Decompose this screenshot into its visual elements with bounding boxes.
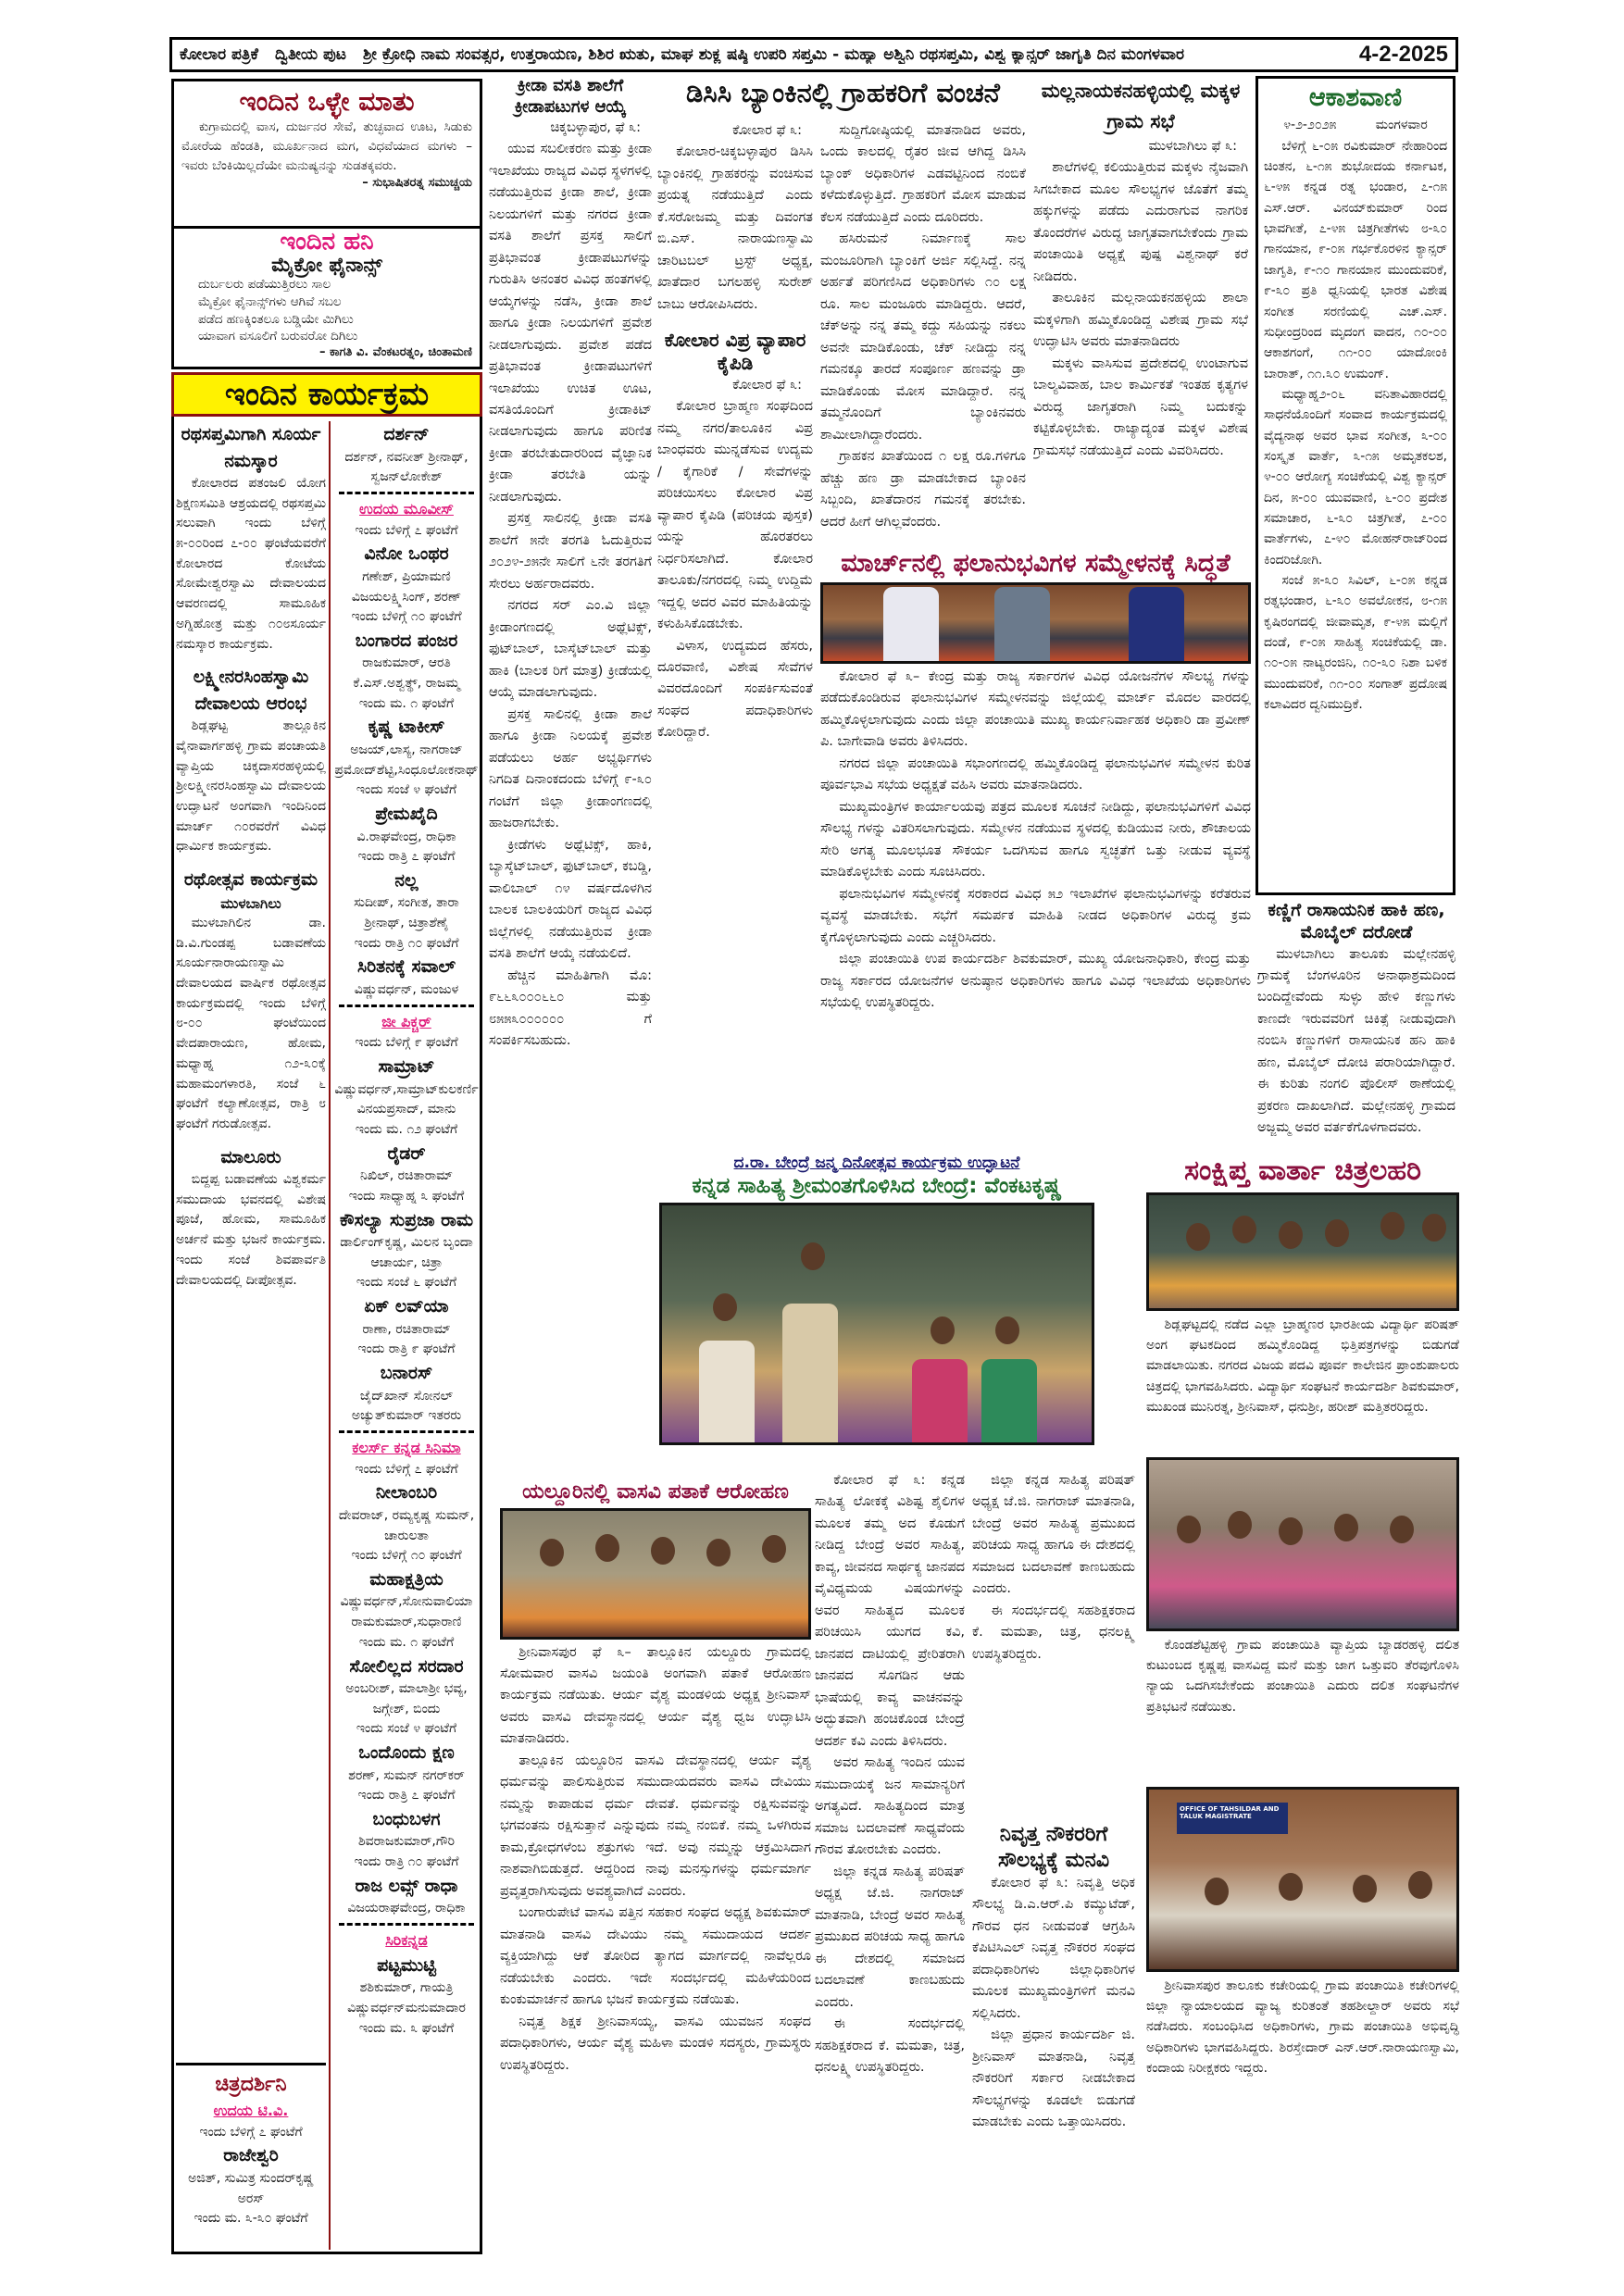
poem-title: ಇಂದಿನ ಹನಿ [280, 228, 374, 256]
event-item [176, 421, 326, 655]
show-time: ಇಂದು ಮ. ೧ ಘಂಟೆಗೆ [358, 695, 455, 711]
photo-vasavi-event [500, 1508, 811, 1640]
paragraph: ಶಾಲೆಗಳಲ್ಲಿ ಕಲಿಯುತ್ತಿರುವ ಮಕ್ಕಳು ನೈಜವಾಗಿ ಸಿಗಬೇಕಾದ ಮೂಲ ಸೌಲಭ್ಯಗಳ ಜೊತೆಗೆ ತಮ್ಮ ಹಕ್ಕುಗಳನ್ನು ಪಡೆದು ಎದುರಾಗುವ ನಾಗರಿಕ ತೊಂದರೆಗಳ ವಿರುದ್ಧ ಜಾಗೃತವಾಗಬೇಕೆಂದು ಗ್ರಾಮ ಪಂಚಾಯಿತಿ ಅಧ್ಯಕ್ಷೆ ಪುಷ್ಪ ವಿಶ್ವನಾಥ್ ಕರೆ ನೀಡಿದರು. [1033, 160, 1248, 284]
paragraph: ಬಂಗಾರುಪೇಟೆ ವಾಸವಿ ಪತ್ತಿನ ಸಹಕಾರ ಸಂಘದ ಅಧ್ಯಕ್ಷ ಶಿವಕುಮಾರ್ ಮಾತನಾಡಿ ವಾಸವಿ ದೇವಿಯು ನಮ್ಮ ಸಮುದಾಯದ ಆದರ್ಶ ವ್ಯಕ್ತಿಯಾಗಿದ್ದು ಆಕೆ ತೋರಿದ ತ್ಯಾಗದ ಮಾರ್ಗದಲ್ಲಿ ನಾವೆಲ್ಲರೂ ನಡೆಯಬೇಕು ಎಂದರು. ಇದೇ ಸಂದರ್ಭದಲ್ಲಿ ಮಹಿಳೆಯರಿಂದ ಕುಂಕುಮಾರ್ಚನೆ ಹಾಗೂ ಭಜನೆ ಕಾರ್ಯಕ್ರಮ ನಡೆಯಿತು. [500, 1905, 811, 2008]
divider [339, 1004, 474, 1007]
column-divider [329, 421, 331, 2250]
movie-cast: ವಿಷ್ಣುವರ್ಧನ್, ಮಂಜುಳ [354, 981, 459, 997]
kicker: ದ.ರಾ. ಬೇಂದ್ರೆ ಜನ್ಮ ದಿನೋತ್ಸವ ಕಾರ್ಯಕ್ರಮ ಉದ್ಘಾಟನೆ [733, 1154, 1020, 1172]
event-text: ಕೋಲಾರದ ಪತಂಜಲಿ ಯೋಗ ಶಿಕ್ಷಣಸಮಿತಿ ಆಶ್ರಯದಲ್ಲಿ ರಥಸಪ್ತಮಿ ಸಲುವಾಗಿ ಇಂದು ಬೆಳಿಗ್ಗೆ ೫-೦೦ರಿಂದ ೭-೦೦ ಘಂಟೆಯವರೆಗೆ ಕೋಲಾರದ ಕೋಟೆಯ ಸೋಮೇಶ್ವರಸ್ವಾಮಿ ದೇವಾಲಯದ ಆವರಣದಲ್ಲಿ ಸಾಮೂಹಿಕ ಅಗ್ನಿಹೋತ್ರ ಮತ್ತು ೧೦೮ಸೂರ್ಯ ನಮಸ್ಕಾರ ಕಾರ್ಯಕ್ರಮ. [176, 476, 326, 652]
movie-cast: ನಿಖಿಲ್, ರಚಿತಾರಾಮ್ [360, 1168, 453, 1184]
movie-title: ನಲ್ಲ [394, 869, 418, 891]
movie-title: ಒಂದೊಂದು ಕ್ಷಣ [358, 1742, 455, 1764]
paragraph: ಈ ಸಂದರ್ಭದಲ್ಲಿ ಸಹಶಿಕ್ಷಕರಾದ ಕೆ. ಮಮತಾ, ಚಿತ್ರ, ಧನಲಕ್ಷ್ಮಿ ಉಪಸ್ಥಿತರಿದ್ದರು. [815, 2016, 965, 2076]
article-vipra-directory [657, 329, 813, 1153]
paragraph: ತಾಲೂಕಿನ ಮಲ್ಲನಾಯಕನಹಳ್ಳಿಯ ಶಾಲಾ ಮಕ್ಕಳಿಗಾಗಿ ಹಮ್ಮಿಕೊಂಡಿದ್ದ ವಿಶೇಷ ಗ್ರಾಮ ಸಭೆ ಉದ್ಘಾಟಿಸಿ ಅವರು ಮಾತನಾಡಿದರು [1033, 291, 1248, 350]
photo-taluk-meeting [1146, 1787, 1459, 1972]
event-text: ಮುಳಬಾಗಿಲಿನ ಡಾ. ಡಿ.ವಿ.ಗುಂಡಪ್ಪ ಬಡಾವಣೆಯ ಸೂರ್ಯನಾರಾಯಣಸ್ವಾಮಿ ದೇವಾಲಯದ ವಾರ್ಷಿಕ ರಥೋತ್ಸವ ಕಾರ್ಯಕ್ರಮದಲ್ಲಿ ಇಂದು ಬೆಳಿಗ್ಗೆ ೮-೦೦ ಘಂಟೆಯಿಂದ ವೇದಪಾರಾಯಣ, ಹೋಮ, ಮಧ್ಯಾಹ್ನ ೧೨-೩೦ಕ್ಕೆ ಮಹಾಮಂಗಳಾರತಿ, ಸಂಜೆ ೬ ಘಂಟೆಗೆ ಕಲ್ಯಾಣೋತ್ಸವ, ರಾತ್ರಿ ೮ ಘಂಟೆಗೆ ಗರುಡೋತ್ಸವ. [176, 916, 326, 1131]
events-column [176, 421, 326, 2060]
paragraph: ಹೆಚ್ಚಿನ ಮಾಹಿತಿಗಾಗಿ ಮೊ: ೯೬೬೩೦೦೦೬೬೦ ಮತ್ತು ೮೫೫೩೦೦೦೦೦೦ ಗೆ ಸಂಪರ್ಕಿಸಬಹುದು. [489, 967, 652, 1049]
dateline: ಕೋಲಾರ ಫೆ ೩: [732, 378, 802, 393]
radio-day: ಮಂಗಳವಾರ [1375, 117, 1428, 132]
headline: ಕೋಲಾರ ವಿಪ್ರ ವ್ಯಾಪಾರ ಕೈಪಿಡಿ [664, 329, 806, 374]
paragraph: ಬೆಳಿಗ್ಗೆ ೬-೦೫ ರವಿಕುಮಾರ್ ನೇಹಾರಿಂದ ಚಿಂತನ, ೬-೧೫ ಶುಭೋದಯ ಕರ್ನಾಟಕ, ೬-೪೫ ಕನ್ನಡ ರತ್ನ ಭಂಡಾರ, ೭-೧೫ ಎಸ್.ಆರ್. ವಿನಯ್‌ಕುಮಾರ್ ರಿಂದ ಭಾವಗೀತೆ, ೭-೪೫ ಚಿತ್ರಗೀತೆಗಳು ೮-೩೦ ಗಾನಯಾನ, ೯-೦೫ ಗರ್ಭಕೊರಳಿನ ಕ್ಯಾನ್ಸರ್ ಜಾಗೃತಿ, ೯-೧೦ ಗಾನಯಾನ ಮುಂದುವರಿಕೆ, ೯-೩೦ ಪ್ರತಿ ಧ್ವನಿಯಲ್ಲಿ ಭಾರತ ವಿಶೇಷ ಸಂಗೀತ ಸರಣಿಯಲ್ಲಿ ಎಚ್.ಎಸ್. ಸುಧೀಂದ್ರರಿಂದ ಮೃದಂಗ ವಾದನ, ೧೦-೦೦ ಆಕಾಶಗಂಗೆ, ೧೧-೦೦ ಯಾದೋಂಕಿ ಬಾರಾತ್, ೧೧.೩೦ ಉಮಂಗ್. [1264, 138, 1447, 381]
show-time: ಇಂದು ರಾತ್ರಿ ೧೦ ಘಂಟೆಗೆ [354, 935, 459, 951]
movie-cast: ಡಾರ್ಲಿಂಗ್‌ಕೃಷ್ಣ, ಮಿಲನ ಬೃಂದಾ ಆಚಾರ್ಯ, ಚಿತ್ರಾ [340, 1235, 473, 1270]
panchanga: ಶ್ರೀ ಕ್ರೋಧಿ ನಾಮ ಸಂವತ್ಸರ, ಉತ್ತರಾಯಣ, ಶಿಶಿರ ಋತು, ಮಾಘ ಶುಕ್ಲ ಷಷ್ಠಿ ಉಪರಿ ಸಪ್ತಮಿ - ಮಹ್ಯಾ ಅಶ್ವಿನಿ ರಥಸಪ್ತಮಿ, ವಿಶ್ವ ಕ್ಯಾನ್ಸರ್ ಜಾಗೃತಿ ದಿನ ಮಂಗಳವಾರ [362, 45, 1184, 64]
event-title: ಲಕ್ಷ್ಮೀನರಸಿಂಹಸ್ವಾಮಿ ದೇವಾಲಯ ಆರಂಭ [193, 667, 309, 714]
news-in-pictures [1146, 1154, 1459, 2253]
paragraph: ಮುಖ್ಯಮಂತ್ರಿಗಳ ಕಾರ್ಯಾಲಯವು ಪತ್ರದ ಮೂಲಕ ಸೂಚನೆ ನೀಡಿದ್ದು, ಫಲಾನುಭವಿಗಳಿಗೆ ವಿವಿಧ ಸೌಲಭ್ಯ ಗಳನ್ನು ವಿತರಿಸಲಾಗುವುದು. ಸಮ್ಮೇಳನ ನಡೆಯುವ ಸ್ಥಳದಲ್ಲಿ ಕುಡಿಯುವ ನೀರು, ಶೌಚಾಲಯ ಸೇರಿ ಅಗತ್ಯ ಮೂಲಭೂತ ಸೌಕರ್ಯ ಒದಗಿಸುವ ಹಾಗೂ ಸ್ವಚ್ಛತೆಗೆ ಒತ್ತು ನೀಡುವ ವ್ಯವಸ್ಥೆ ಮಾಡಿಕೊಳ್ಳಬೇಕು ಎಂದು ಸೂಚಿಸಿದರು. [820, 799, 1251, 880]
show-time: ಇಂದು ರಾತ್ರಿ ೧೦ ಘಂಟೆಗೆ [354, 1854, 459, 1870]
event-item [176, 1144, 326, 1292]
paragraph: ಯುವ ಸಬಲೀಕರಣ ಮತ್ತು ಕ್ರೀಡಾ ಇಲಾಖೆಯು ರಾಜ್ಯದ ವಿವಿಧ ಸ್ಥಳಗಳಲ್ಲಿ ನಡೆಯುತ್ತಿರುವ ಕ್ರೀಡಾ ಶಾಲೆ, ಕ್ರೀಡಾ ನಿಲಯಗಳಿಗೆ ಮತ್ತು ನಗರದ ಕ್ರೀಡಾ ವಸತಿ ಶಾಲೆಗೆ ಪ್ರಸಕ್ತ ಸಾಲಿಗೆ ಪ್ರತಿಭಾವಂತ ಕ್ರೀಡಾಪಟುಗಳನ್ನು ಗುರುತಿಸಿ ಅನಂತರ ವಿವಿಧ ಹಂತಗಳಲ್ಲಿ ಆಯ್ಕೆಗಳನ್ನು ನಡೆಸಿ, ಕ್ರೀಡಾ ಶಾಲೆ ಹಾಗೂ ಕ್ರೀಡಾ ನಿಲಯಗಳಿಗೆ ಪ್ರವೇಶ ನೀಡಲಾಗುವುದು. ಪ್ರವೇಶ ಪಡೆದ ಪ್ರತಿಭಾವಂತ ಕ್ರೀಡಾಪಟುಗಳಿಗೆ ಇಲಾಖೆಯು ಉಚಿತ ಊಟ, ವಸತಿಯೊಂದಿಗೆ ಕ್ರೀಡಾಕಿಟ್ ನೀಡಲಾಗುವುದು ಹಾಗೂ ಪರಿಣಿತ ಕ್ರೀಡಾ ತರಬೇತುದಾರರಿಂದ ವೈಜ್ಞಾನಿಕ ಕ್ರೀಡಾ ತರಬೇತಿ ಯನ್ನು ನೀಡಲಾಗುವುದು. [489, 142, 652, 505]
show-time: ಇಂದು ಬೆಳಿಗ್ಗೆ ೭ ಘಂಟೆಗೆ [355, 522, 458, 538]
event-title: ರಥೋತ್ಸವ ಕಾರ್ಯಕ್ರಮ [183, 869, 319, 890]
article-beneficiaries-convention [820, 548, 1251, 1150]
good-word-text: ಕುಗ್ರಾಮದಲ್ಲಿ ವಾಸ, ದುರ್ಜನರ ಸೇವೆ, ತುಚ್ಛವಾದ ಊಟ, ಸಿಡುಕು ಮೋರೆಯ ಹೆಂಡತಿ, ಮೂರ್ಖನಾದ ಮಗ, ವಿಧವೆಯಾದ ಮಗಳು – ಇವರು ಬೆಂಕಿಯಿಲ್ಲದೆಯೇ ಮನುಷ್ಯನನ್ನು ಸುಡತಕ್ಕವರು. [181, 119, 472, 173]
movie-cast: ಜೈದ್‌ಖಾನ್ ಸೋನಲ್ ಅಚ್ಯುತ್‌ಕುಮಾರ್ ಇತರರು [351, 1388, 462, 1424]
paragraph: ತಾಲ್ಲೂಕಿನ ಯಲ್ದೂರಿನ ವಾಸವಿ ದೇವಸ್ಥಾನದಲ್ಲಿ ಆರ್ಯ ವೈಶ್ಯ ಧರ್ಮವನ್ನು ಪಾಲಿಸುತ್ತಿರುವ ಸಮುದಾಯದವರು ವಾಸವಿ ದೇವಿಯು ನಮ್ಮನ್ನು ಕಾಪಾಡುವ ಧರ್ಮ ದೇವತೆ. ಧರ್ಮವನ್ನು ರಕ್ಷಿಸುವವನ್ನು ಭಗವಂತನು ರಕ್ಷಿಸುತ್ತಾನೆ ಎನ್ನುವುದು ನಮ್ಮ ನಂಬಿಕೆ. ನಮ್ಮ ಒಳಗಿರುವ ಕಾಮ,ಕ್ರೋಧಗಳೆಂಬ ಶತ್ರುಗಳು ಇದೆ. ಅವು ನಮ್ಮನ್ನು ಆಕ್ರಮಿಸಿದಾಗ ನಾಶವಾಗಿಬಿಡುತ್ತದೆ. ಆದ್ದರಿಂದ ನಾವು ಮನಸ್ಸುಗಳನ್ನು ಧರ್ಮಮಾರ್ಗ ಪ್ರವೃತ್ತರಾಗಿಸುವುದು ಅವಶ್ಯವಾಗಿದೆ ಎಂದರು. [500, 1753, 811, 1899]
article-bendre-header [659, 1154, 1094, 1466]
dateline: ಚಿಕ್ಕಬಳ್ಳಾಪುರ, ಫೆ ೩: [550, 120, 641, 135]
poem-line: ಮೈಕ್ರೋ ಫೈನಾನ್ಸ್‌ಗಳು ಆಗಿವೆ ಸಬಲ [198, 294, 342, 310]
article-body [1033, 157, 1248, 462]
article-sports-hostel [489, 76, 652, 1469]
poem-author: – ಕಾಗತಿ ವಿ. ವೆಂಕಟರತ್ನಂ, ಚಿಂತಾಮಣಿ [319, 344, 472, 359]
paragraph: ಕೋಲಾರ ಫೆ ೩– ಕೇಂದ್ರ ಮತ್ತು ರಾಜ್ಯ ಸರ್ಕಾರಗಳ ವಿವಿಧ ಯೋಜನೆಗಳ ಸೌಲಭ್ಯ ಗಳನ್ನು ಪಡೆದುಕೊಂಡಿರುವ ಫಲಾನುಭವಿಗಳ ಸಮ್ಮೇಳನವನ್ನು ಜಿಲ್ಲೆಯಲ್ಲಿ ಮಾರ್ಚ್ ಮೊದಲ ವಾರದಲ್ಲಿ ಹಮ್ಮಿಕೊಳ್ಳಲಾಗುವುದು ಎಂದು ಜಿಲ್ಲಾ ಪಂಚಾಯಿತಿ ಮುಖ್ಯ ಕಾರ್ಯನಿರ್ವಾಹಕ ಅಧಿಕಾರಿ ಡಾ ಪ್ರವೀಣ್ ಪಿ. ಬಾಗೇವಾಡಿ ಅವರು ತಿಳಿಸಿದರು. [820, 668, 1251, 750]
chitradarshini-box [176, 2063, 326, 2248]
show-time: ಇಂದು ಮ. ೩ ಘಂಟೆಗೆ [358, 2020, 455, 2036]
movie-title: ಪಟ್ಟಮುಟ್ಟಿ [377, 1954, 436, 1976]
good-word-box [171, 79, 482, 229]
office-signboard: OFFICE OF TAHSILDAR AND TALUK MAGISTRATE [1177, 1803, 1288, 1834]
channel-name: ಕಲರ್ಸ್ ಕನ್ನಡ ಸಿನಿಮಾ [352, 1438, 461, 1456]
article-retired-employees [972, 1822, 1135, 2252]
show-time: ಇಂದು ಸಂಜೆ ೬ ಘಂಟೆಗೆ [356, 1275, 457, 1291]
movie-title: ರಾಜೇಶ್ವರಿ [223, 2145, 279, 2166]
show-time: ಇಂದು ಬೆಳಿಗ್ಗೆ ೭ ಘಂಟೆಗೆ [355, 1461, 458, 1477]
movie-title: ಬಂಗಾರದ ಪಂಜರ [355, 630, 458, 651]
channel-name: ಸಿರಿಕನ್ನಡ [385, 1931, 428, 1950]
divider [339, 1430, 474, 1433]
article-dcc-bank-continued [820, 120, 1026, 546]
show-time: ಇಂದು ಸಂಜೆ ೪ ಘಂಟೆಗೆ [356, 1721, 457, 1737]
movie-title: ಸಿರಿತನಕ್ಕೆ ಸವಾಲ್ [357, 956, 456, 978]
show-time: ಇಂದು ರಾತ್ರಿ ೭ ಘಂಟೆಗೆ [357, 849, 456, 865]
movie-title: ದರ್ಶನ್ [383, 424, 430, 444]
article-body [1257, 944, 1455, 1140]
masthead-strip [169, 37, 1458, 72]
event-place: ಮುಳಬಾಗಿಲು [220, 894, 281, 912]
tv-movies-column [333, 421, 480, 2250]
article-children-grama-sabha [1033, 76, 1248, 546]
paragraph: ಜಿಲ್ಲಾ ಕನ್ನಡ ಸಾಹಿತ್ಯ ಪರಿಷತ್ ಅಧ್ಯಕ್ಷ ಜೆ.ಜಿ. ನಾಗರಾಜ್ ಮಾತನಾಡಿ, ಬೇಂದ್ರೆ ಅವರ ಸಾಹಿತ್ಯ ಪ್ರಮುಖದ ಪರಿಚಯ ಸಾಧ್ಯ ಹಾಗೂ ಈ ದೇಶದಲ್ಲಿ ಸಮಾಜದ ಬದಲಾವಣೆ ಕಾಣಬಹುದು ಎಂದರು. [972, 1473, 1135, 1597]
article-body [657, 396, 813, 744]
movie-title: ಸಾಮ್ರಾಟ್ [378, 1056, 435, 1078]
article-body [657, 142, 813, 316]
headline: ಯಲ್ದೂರಿನಲ್ಲಿ ವಾಸವಿ ಪತಾಕೆ ಆರೋಹಣ [522, 1480, 789, 1504]
radio-schedule-box [1255, 76, 1455, 895]
article-body [489, 139, 652, 1052]
paragraph: ನಗರದ ಸರ್ ಎಂ.ವಿ ಜಿಲ್ಲಾ ಕ್ರೀಡಾಂಗಣದಲ್ಲಿ ಅಥ್ಲೆಟಿಕ್ಸ್, ಫುಟ್‌ಬಾಲ್, ಬಾಸ್ಕೆಟ್‌ಬಾಲ್ ಮತ್ತು ಹಾಕಿ (ಬಾಲಕ ರಿಗೆ ಮಾತ್ರ) ಕ್ರೀಡೆಯಲ್ಲಿ ಆಯ್ಕೆ ಮಾಡಲಾಗುವುದು. [489, 598, 652, 701]
paragraph: ಹಸಿರುಮನೆ ನಿರ್ಮಾಣಕ್ಕೆ ಸಾಲ ಮಂಜೂರಿಗಾಗಿ ಬ್ಯಾಂಕಿಗೆ ಅರ್ಜಿ ಸಲ್ಲಿಸಿದ್ದೆ. ನನ್ನ ಅರ್ಹತೆ ಪರಿಗಣಿಸಿದ ಅಧಿಕಾರಿಗಳು ೧೦ ಲಕ್ಷ ರೂ. ಸಾಲ ಮಂಜೂರು ಮಾಡಿದ್ದರು. ಆದರೆ, ಚೆಕ್‌ಅನ್ನು ನನ್ನ ತಮ್ಮ ಕದ್ದು ಸಹಿಯನ್ನು ನಕಲು ಅವನೇ ಮಾಡಿಕೊಂಡು, ಚೆಕ್ ನೀಡಿದ್ದು ನನ್ನ ಗಮನಕ್ಕೂ ತಾರದೆ ಸಂಪೂರ್ಣ ಹಣವನ್ನು ಡ್ರಾ ಮಾಡಿಕೊಂಡು ಮೋಸ ಮಾಡಿದ್ದಾರೆ. ನನ್ನ ತಮ್ಮನೊಂದಿಗೆ ಬ್ಯಾಂಕಿನವರು ಶಾಮೀಲಾಗಿದ್ದಾರೆಂದರು. [820, 231, 1026, 443]
movie-title: ಬನಾರಸ್ [380, 1363, 433, 1384]
show-time: ಇಂದು ಮ. ೧೨ ಘಂಟೆಗೆ [355, 1122, 458, 1138]
headline: ಮಾರ್ಚ್‌ನಲ್ಲಿ ಫಲಾನುಭವಿಗಳ ಸಮ್ಮೇಳನಕ್ಕೆ ಸಿದ್ಧತೆ [841, 549, 1230, 578]
event-text: ಶಿಡ್ಲಘಟ್ಟ ತಾಲ್ಲೂಕಿನ ವೈನಾವಾರ್ಗಹಳ್ಳಿ ಗ್ರಾಮ ಪಂಚಾಯತಿ ವ್ಯಾಪ್ತಿಯ ಚಿಕ್ಕದಾಸರಹಳ್ಳಿಯಲ್ಲಿ ಶ್ರೀಲಕ್ಷ್ಮೀನರಸಿಂಹಸ್ವಾಮಿ ದೇವಾಲಯ ಉದ್ಘಾಟನೆ ಅಂಗವಾಗಿ ಇಂದಿನಿಂದ ಮಾರ್ಚ್ ೧೦ರವರೆಗೆ ವಿವಿಧ ಧಾರ್ಮಿಕ ಕಾರ್ಯಕ್ರಮ. [176, 718, 326, 855]
show-time: ಇಂದು ರಾತ್ರಿ ೭ ಘಂಟೆಗೆ [357, 1788, 456, 1803]
headline: ಕನ್ನಡ ಸಾಹಿತ್ಯ ಶ್ರೀಮಂತಗೊಳಿಸಿದ ಬೇಂದ್ರೆ: ವೆಂಕಟಕೃಷ್ಣ [692, 1174, 1062, 1199]
movie-title: ಕೌಸಲ್ಯಾ ಸುಪ್ರಜಾ ರಾಮ [339, 1209, 474, 1230]
show-time: ಇಂದು ಬೆಳಿಗ್ಗೆ ೯ ಘಂಟೆಗೆ [355, 1035, 458, 1051]
poem-line: ಪಡೆದ ಹಣಕ್ಕಿಂತಲೂ ಬಡ್ಡಿಯೇ ಮಿಗಿಲು [198, 311, 354, 327]
paragraph: ಮಧ್ಯಾಹ್ನ೨-೦೬ ವನಿತಾವಿಹಾರದಲ್ಲಿ ಸಾಧನೆಯೊಂದಿಗೆ ಸಂವಾದ ಕಾರ್ಯಕ್ರಮದಲ್ಲಿ ವೈದ್ಯನಾಥ ಅವರ ಭಾವ ಸಂಗೀತ, ೩-೦೦ ಸಂಸ್ಕೃತ ವಾರ್ತೆ, ೩-೧೫ ಅಮೃತಕಲಶ, ೪-೦೦ ಆರೋಗ್ಯ ಸಂಚಿಕೆಯಲ್ಲಿ ವಿಶ್ವ ಕ್ಯಾನ್ಸರ್ ದಿನ, ೫-೦೦ ಯುವವಾಣಿ, ೬-೦೦ ಪ್ರದೇಶ ಸಮಾಚಾರ, ೬-೩೦ ಚಿತ್ರಗೀತೆ, ೭-೦೦ ವಾರ್ತೆಗಳು, ೭-೪೦ ಮೋಹನ್‌ರಾಜ್‌ರಿಂದ ಕಿಂದರಿಜೋಗಿ. [1264, 386, 1447, 568]
movie-title: ವಿನೋ ಒಂಥರ [364, 543, 449, 565]
photo-caption: ಶ್ರೀನಿವಾಸಪುರ ತಾಲೂಕು ಕಚೇರಿಯಲ್ಲಿ ಗ್ರಾಮ ಪಂಚಾಯಿತಿ ಕಚೇರಿಗಳಲ್ಲಿ ಜಿಲ್ಲಾ ನ್ಯಾಯಾಲಯದ ವ್ಯಾಜ್ಯ ಕುರಿತಂತೆ ತಹಶೀಲ್ದಾರ್ ಅವರು ಸಭೆ ನಡೆಸಿದರು. ಸಂಬಂಧಿಸಿದ ಅಧಿಕಾರಿಗಳು, ಗ್ರಾಮ ಪಂಚಾಯಿತಿ ಅಭಿವೃದ್ಧಿ ಅಧಿಕಾರಿಗಳು ಭಾಗವಹಿಸಿದ್ದರು. ಶಿರಸ್ತೇದಾರ್ ಎನ್.ಆರ್.ನಾರಾಯಣಸ್ವಾಮಿ, ಕಂದಾಯ ನಿರೀಕ್ಷಕರು ಇದ್ದರು. [1146, 1978, 1459, 2077]
movie-title: ಕೃಷ್ಣ ಟಾಕೀಸ್ [368, 717, 445, 738]
headline: ಕ್ರೀಡಾ ವಸತಿ ಶಾಲೆಗೆ ಕ್ರೀಡಾಪಟುಗಳ ಆಯ್ಕೆ [514, 76, 627, 117]
movie-cast: ರಾಣಾ, ರಚಿತಾರಾಮ್ [362, 1321, 451, 1337]
channel-name: ಉದಯ ಮೂವೀಸ್ [359, 499, 454, 518]
movie-cast: ದರ್ಶನ್, ನವನೀತ್ ಶ್ರೀನಾಥ್, ಸ್ವಜನ್‌ಲೋಕೇಶ್ [344, 449, 468, 485]
movie-title: ಬಂಧುಬಳಗ [372, 1808, 441, 1829]
paragraph: ಜಿಲ್ಲಾ ಪಂಚಾಯಿತಿ ಉಪ ಕಾರ್ಯದರ್ಶಿ ಶಿವಕುಮಾರ್, ಮುಖ್ಯ ಯೋಜನಾಧಿಕಾರಿ, ಕೇಂದ್ರ ಮತ್ತು ರಾಜ್ಯ ಸರ್ಕಾರದ ಯೋಜನೆಗಳ ಅನುಷ್ಠಾನ ಅಧಿಕಾರಿಗಳು ಹಾಗೂ ವಿವಿಧ ಇಲಾಖೆಯ ಅಧಿಕಾರಿಗಳು ಸಭೆಯಲ್ಲಿ ಉಪಸ್ಥಿತರಿದ್ದರು. [820, 952, 1251, 1011]
chitradarshini-title: ಚಿತ್ರದರ್ಶಿನಿ [215, 2073, 287, 2096]
event-item [176, 867, 326, 1135]
show-time: ಇಂದು ಬೆಳಿಗ್ಗೆ ೭ ಘಂಟೆಗೆ [199, 2124, 303, 2140]
paragraph: ಕೋಲಾರ ಫೆ ೩: ಕನ್ನಡ ಸಾಹಿತ್ಯ ಲೋಕಕ್ಕೆ ವಿಶಿಷ್ಟ ಶೈಲಿಗಳ ಮೂಲಕ ತಮ್ಮ ಅದ ಕೊಡುಗೆ ನೀಡಿದ್ದ ಬೇಂದ್ರೆ ಅವರ ಸಾಹಿತ್ಯ, ಕಾವ್ಯ, ಜೀವನದ ಸಾರ್ಥಕ್ಯ ಜಾನಪದ ವೈವಿಧ್ಯಮಯ ವಿಷಯಗಳನ್ನು ಅವರ ಸಾಹಿತ್ಯದ ಮೂಲಕ ಪರಿಚಯಿಸಿ ಯುಗದ ಕವಿ, ಜಾನಪದ ದಾಟಿಯಲ್ಲಿ ಪ್ರೇರಿತರಾಗಿ ಜಾನಪದ ಸೊಗಡಿನ ಆಡು ಭಾಷೆಯಲ್ಲಿ ಕಾವ್ಯ ವಾಚನವನ್ನು ಅದ್ಭುತವಾಗಿ ಹಂಚಿಕೊಂಡ ಬೇಂದ್ರೆ ಆದರ್ಶ ಕವಿ ಎಂದು ತಿಳಿಸಿದರು. [815, 1473, 965, 1749]
movie-cast: ಶರಣ್, ಸುಮನ್ ನಗರ್‌ಕರ್ [348, 1767, 465, 1783]
channel-name: ಜೀ ಪಿಕ್ಚರ್ [381, 1012, 431, 1030]
movie-cast: ರಾಜಕುಮಾರ್, ಆರತಿ ಕೆ.ಎಸ್.ಅಶ್ವತ್ಥ್, ರಾಜಮ್ಮ [353, 655, 460, 692]
show-time: ಇಂದು ಸಂಜೆ ೪ ಘಂಟೆಗೆ [356, 782, 457, 798]
photo-bendre-event [659, 1203, 1094, 1445]
movie-cast: ಸುದೀಪ್, ಸಂಗೀತ, ತಾರಾ ಶ್ರೀನಾಥ್, ಚಿತ್ರಾಶೆಣೈ [354, 895, 459, 931]
show-time: ಇಂದು ಮ. ೩-೩೦ ಘಂಟೆಗೆ [194, 2211, 308, 2227]
movie-cast: ಅಂಬರೀಶ್, ಮಾಲಾಶ್ರೀ ಭವ್ಯ, ಜಗ್ಗೇಶ್, ಬಿಂದು [345, 1681, 468, 1716]
paragraph: ಫಲಾನುಭವಿಗಳ ಸಮ್ಮೇಳನಕ್ಕೆ ಸರಕಾರದ ವಿವಿಧ ೫೨ ಇಲಾಖೆಗಳ ಫಲಾನುಭವಿಗಳನ್ನು ಕರೆತರುವ ವ್ಯವಸ್ಥೆ ಮಾಡಬೇಕು. ಸಭೆಗೆ ಸಮರ್ಪಕ ಮಾಹಿತಿ ನೀಡದ ಅಧಿಕಾರಿಗಳ ವಿರುದ್ಧ ಕ್ರಮ ಕೈಗೊಳ್ಳಲಾಗುವುದು ಎಂದು ಎಚ್ಚರಿಸಿದರು. [820, 886, 1251, 945]
article-body [500, 1642, 811, 2078]
paragraph: ಕೋಲಾರ-ಚಿಕ್ಕಬಳ್ಳಾಪುರ ಡಿಸಿಸಿ ಬ್ಯಾಂಕಿನಲ್ಲಿ ಗ್ರಾಹಕರನ್ನು ವಂಚಿಸುವ ಪ್ರಯತ್ನ ನಡೆಯುತ್ತಿದೆ ಎಂದು ಕೆ.ಸರೋಜಮ್ಮ ಮತ್ತು ದಿವಂಗತ ಬಿ.ಎಸ್. ನಾರಾಯಣಸ್ವಾಮಿ ಚಾರಿಟಬಲ್ ಟ್ರಸ್ಟ್ ಅಧ್ಯಕ್ಷ, ಖಾತೆದಾರ ಬಗಲಹಳ್ಳಿ ಸುರೇಶ್ ಬಾಬು ಆರೋಪಿಸಿದರು. [657, 144, 813, 312]
event-text: ಬಿದ್ದಪ್ಪ ಬಡಾವಣೆಯ ವಿಶ್ವಕರ್ಮ ಸಮುದಾಯ ಭವನದಲ್ಲಿ ವಿಶೇಷ ಪೂಜೆ, ಹೋಮ, ಸಾಮೂಹಿಕ ಅರ್ಚನೆ ಮತ್ತು ಭಜನೆ ಕಾರ್ಯಕ್ರಮ. ಇಂದು ಸಂಜೆ ಶಿವಪಾರ್ವತಿ ದೇವಾಲಯದಲ್ಲಿ ದೀಪೋತ್ಸವ. [176, 1172, 326, 1288]
channel-name: ಉದಯ ಟಿ.ವಿ. [213, 2102, 289, 2119]
photo-caption: ಕೊಂಡಶೆಟ್ಟಿಹಳ್ಳಿ ಗ್ರಾಮ ಪಂಚಾಯಿತಿ ವ್ಯಾಪ್ತಿಯ ಬ್ಯಾಡರಹಳ್ಳಿ ದಲಿತ ಕುಟುಂಬದ ಕೃಷ್ಣಪ್ಪ ವಾಸವಿದ್ದ ಮನೆ ಮತ್ತು ಜಾಗ ಒತ್ತುವರಿ ತೆರವುಗೊಳಿಸಿ ನ್ಯಾಯ ಒದಗಿಸಬೇಕೆಂದು ಪಂಚಾಯಿತಿ ಎದುರು ದಲಿತ ಸಂಘಟನೆಗಳ ಪ್ರತಿಭಟನೆ ನಡೆಯಿತು. [1146, 1637, 1459, 1715]
poem-subtitle: ಮೈಕ್ರೋ ಫೈನಾನ್ಸ್ [271, 254, 382, 277]
movie-title: ಮಹಾಕ್ಷತ್ರಿಯ [369, 1568, 443, 1590]
movie-title: ಏಕ್ ಲವ್‌ಯಾ [364, 1296, 449, 1317]
event-title: ಮಾಲೂರು [220, 1146, 281, 1167]
event-item [176, 664, 326, 857]
show-time: ಇಂದು ರಾತ್ರಿ ೯ ಘಂಟೆಗೆ [357, 1341, 456, 1357]
headline-dcc-bank: ಡಿಸಿಸಿ ಬ್ಯಾಂಕಿನಲ್ಲಿ ಗ್ರಾಹಕರಿಗೆ ವಂಚನೆ [686, 77, 1000, 108]
show-time: ಇಂದು ಸಾಧ್ಯಾಹ್ನ ೩ ಘಂಟೆಗೆ [348, 1188, 465, 1204]
page-number: ದ್ವಿತೀಯ ಪುಟ [274, 45, 346, 64]
movie-cast: ವಿ.ರಾಘವೇಂದ್ರ, ರಾಧಿಕಾ [356, 829, 456, 844]
paragraph: ಸಂಜೆ ೫-೩೦ ಸಿವಿಲ್, ೬-೦೫ ಕನ್ನಡ ರತ್ನಭಂಡಾರ, ೬-೩೦ ಅವಲೋಕನ, ೮-೧೫ ಕೃಷಿರಂಗದಲ್ಲಿ ಜೀವಾಮೃತ, ೯-೪೫ ಮಲ್ಲಿಗೆ ದಂಡೆ, ೯-೦೫ ಸಾಹಿತ್ಯ ಸಂಚಿಕೆಯಲ್ಲಿ ಡಾ. ೧೦-೦೫ ನಾಟ್ಯರಂಜಿನಿ, ೧೦-೩೦ ನಿಶಾ ಬಳಿಕ ಮುಂದುವರಿಕೆ, ೧೧-೦೦ ಸಂಗಾತ್ ಪ್ರದೋಷ ಕಲಾವಿದರ ದ್ವನಿಮುದ್ರಿಕೆ. [1264, 572, 1447, 713]
photo-meeting [820, 582, 1251, 664]
paragraph: ಕೋಲಾರ ಬ್ರಾಹ್ಮಣ ಸಂಘದಿಂದ ನಮ್ಮ ನಗರ/ತಾಲೂಕಿನ ವಿಪ್ರ ಬಾಂಧವರು ಮುನ್ನಡೆಸುವ ಉದ್ಯಮ / ಕೈಗಾರಿಕೆ / ಸೇವೆಗಳನ್ನು ಪರಿಚಯಿಸಲು ಕೋಲಾರ ವಿಪ್ರ ವ್ಯಾಪಾರ ಕೈಪಿಡಿ (ಪರಿಚಯ ಪುಸ್ತಕ) ಯನ್ನು ಹೊರತರಲು ನಿರ್ಧರಿಸಲಾಗಿದೆ. ಕೋಲಾರ ತಾಲೂಕು/ನಗರದಲ್ಲಿ ನಿಮ್ಮ ಉದ್ದಿಮೆ ಇದ್ದಲ್ಲಿ ಅದರ ವಿವರ ಮಾಹಿತಿಯನ್ನು ಕಳುಹಿಸಿಕೊಡಬೇಕು. [657, 399, 813, 632]
headline: ಮಲ್ಲನಾಯಕನಹಳ್ಳಿಯಲ್ಲಿ ಮಕ್ಕಳ ಗ್ರಾಮ ಸಭೆ [1041, 80, 1241, 132]
paragraph: ಪ್ರಸಕ್ತ ಸಾಲಿನಲ್ಲಿ ಕ್ರೀಡಾ ಶಾಲೆ ಹಾಗೂ ಕ್ರೀಡಾ ನಿಲಯಕ್ಕೆ ಪ್ರವೇಶ ಪಡೆಯಲು ಅರ್ಹ ಅಭ್ಯರ್ಥಿಗಳು ನಿಗದಿತ ದಿನಾಂಕದಂದು ಬೆಳಿಗ್ಗೆ ೯-೩೦ ಗಂಟೆಗೆ ಜಿಲ್ಲಾ ಕ್ರೀಡಾಂಗಣದಲ್ಲಿ ಹಾಜರಾಗಬೇಕು. [489, 706, 652, 831]
paragraph: ಸುದ್ದಿಗೋಷ್ಠಿಯಲ್ಲಿ ಮಾತನಾಡಿದ ಅವರು, ಒಂದು ಕಾಲದಲ್ಲಿ ರೈತರ ಜೀವ ಆಗಿದ್ದ ಡಿಸಿಸಿ ಬ್ಯಾಂಕ್ ಅಧಿಕಾರಿಗಳ ಎಡವಟ್ಟಿನಿಂದ ನಂಬಿಕೆ ಕಳೆದುಕೊಳ್ಳುತ್ತಿದೆ. ಗ್ರಾಹಕರಿಗೆ ಮೋಸ ಮಾಡುವ ಕೆಲಸ ನಡೆಯುತ್ತಿದೆ ಎಂದು ದೂರಿದರು. [820, 123, 1026, 225]
paragraph: ನಿವೃತ್ತ ಶಿಕ್ಷಕ ಶ್ರೀನಿವಾಸಯ್ಯ, ವಾಸವಿ ಯುವಜನ ಸಂಘದ ಪದಾಧಿಕಾರಿಗಳು, ಆರ್ಯ ವೈಶ್ಯ ಮಹಿಳಾ ಮಂಡಳಿ ಸದಸ್ಯರು, ಗ್ರಾಮಸ್ಥರು ಉಪಸ್ಥಿತರಿದ್ದರು. [500, 2014, 811, 2073]
paragraph: ಜಿಲ್ಲಾ ಕನ್ನಡ ಸಾಹಿತ್ಯ ಪರಿಷತ್ ಅಧ್ಯಕ್ಷ ಜೆ.ಜಿ. ನಾಗರಾಜ್ ಮಾತನಾಡಿ, ಬೇಂದ್ರೆ ಅವರ ಸಾಹಿತ್ಯ ಪ್ರಮುಖದ ಪರಿಚಯ ಸಾಧ್ಯ ಹಾಗೂ ಈ ದೇಶದಲ್ಲಿ ಸಮಾಜದ ಬದಲಾವಣೆ ಕಾಣಬಹುದು ಎಂದರು. [815, 1864, 965, 2010]
paragraph: ಈ ಸಂದರ್ಭದಲ್ಲಿ ಸಹಶಿಕ್ಷಕರಾದ ಕೆ. ಮಮತಾ, ಚಿತ್ರ, ಧನಲಕ್ಷ್ಮಿ ಉಪಸ್ಥಿತರಿದ್ದರು. [972, 1603, 1135, 1662]
movie-title: ರೈಡರ್ [387, 1142, 426, 1164]
show-time: ಇಂದು ಬೆಳಿಗ್ಗೆ ೧೦ ಘಂಟೆಗೆ [351, 609, 462, 625]
paragraph: ನಗರದ ಜಿಲ್ಲಾ ಪಂಚಾಯಿತಿ ಸಭಾಂಗಣದಲ್ಲಿ ಹಮ್ಮಿಕೊಂಡಿದ್ದ ಫಲಾನುಭವಿಗಳ ಸಮ್ಮೇಳನ ಕುರಿತ ಪೂರ್ವಭಾವಿ ಸಭೆಯ ಅಧ್ಯಕ್ಷತೆ ವಹಿಸಿ ಅವರು ಮಾತನಾಡಿದರು. [820, 755, 1251, 793]
movie-cast: ಅಜಿತ್, ಸುಮಿತ್ರ ಸುಂದರ್‌ಕೃಷ್ಣ ಅರಸ್ [188, 2170, 314, 2206]
paragraph: ಕೋಲಾರ ಫೆ ೩: ನಿವೃತ್ತಿ ಅಧಿಕ ಸೌಲಭ್ಯ ಡಿ.ಎ.ಆರ್.ಪಿ ಕಮ್ಯುಟೆಡ್, ಗೌರವ ಧನ ನೀಡುವಂತೆ ಆಗ್ರಹಿಸಿ ಕೆಪಿಟಿಸಿಎಲ್ ನಿವೃತ್ತ ನೌಕರರ ಸಂಘದ ಪದಾಧಿಕಾರಿಗಳು ಜಿಲ್ಲಾಧಿಕಾರಿಗಳ ಮೂಲಕ ಮುಖ್ಯಮಂತ್ರಿಗಳಿಗೆ ಮನವಿ ಸಲ್ಲಿಸಿದರು. [972, 1876, 1135, 2021]
poem-box [171, 229, 482, 369]
movie-cast: ಅಜಯ್,ಲಾಸ್ಯ, ನಾಗರಾಜ್ ಪ್ರಮೋದ್‌ಶೆಟ್ಟಿ,ಸಿಂಧೂಲೋಕನಾಥ್ [334, 742, 479, 778]
movie-title: ರಾಜ ಲವ್ಸ್ ರಾಧಾ [355, 1875, 458, 1896]
todays-programme-banner: ಇಂದಿನ ಕಾರ್ಯಕ್ರಮ [171, 372, 482, 417]
issue-date: 4-2-2025 [1358, 42, 1448, 67]
headline: ಕಣ್ಣಿಗೆ ರಾಸಾಯನಿಕ ಹಾಕಿ ಹಣ, ಮೊಬೈಲ್ ದರೋಡೆ [1268, 900, 1445, 942]
paragraph: ಜಿಲ್ಲಾ ಪ್ರಧಾನ ಕಾರ್ಯದರ್ಶಿ ಜಿ. ಶ್ರೀನಿವಾಸ್ ಮಾತನಾಡಿ, ನಿವೃತ್ತ ನೌಕರರಿಗೆ ಸರ್ಕಾರ ನೀಡಬೇಕಾದ ಸೌಲಭ್ಯಗಳನ್ನು ಕೂಡಲೇ ಬಿಡುಗಡೆ ಮಾಡಬೇಕು ಎಂದು ಒತ್ತಾಯಿಸಿದರು. [972, 2028, 1135, 2130]
headline: ನಿವೃತ್ತ ನೌಕರರಿಗೆ ಸೌಲಭ್ಯಕ್ಕೆ ಮನವಿ [997, 1823, 1110, 1872]
movie-title: ಸೋಲಿಲ್ಲದ ಸರದಾರ [349, 1655, 464, 1677]
paragraph: ಮುಳಬಾಗಿಲು ತಾಲೂಕು ಮಲ್ಲೇನಹಳ್ಳಿ ಗ್ರಾಮಕ್ಕೆ ಬೆಂಗಳೂರಿನ ಅನಾಥಾಶ್ರಮದಿಂದ ಬಂದಿದ್ದೇವೆಂದು ಸುಳ್ಳು ಹೇಳಿ ಕಣ್ಣುಗಳು ಕಾಣದೇ ಇರುವವರಿಗೆ ಚಿಕಿತ್ಸೆ ನೀಡುವುದಾಗಿ ನಂಬಿಸಿ ಕಣ್ಣುಗಳಿಗೆ ರಾಸಾಯನಿಕ ಹನಿ ಹಾಕಿ ಹಣ, ಮೊಬೈಲ್ ದೋಚಿ ಪರಾರಿಯಾಗಿದ್ದಾರೆ. ಈ ಕುರಿತು ನಂಗಲಿ ಪೊಲೀಸ್ ಠಾಣೆಯಲ್ಲಿ ಪ್ರಕರಣ ದಾಖಲಾಗಿದೆ. ಮಲ್ಲೇನಹಳ್ಳಿ ಗ್ರಾಮದ ಅಜ್ಜಮ್ಮ ಅವರ ವರ್ತಕೆಗೊಳಗಾದವರು. [1257, 946, 1455, 1136]
good-word-source: – ಸುಭಾಷಿತರತ್ನ ಸಮುಚ್ಚಯ [362, 175, 472, 190]
photo-protest [1146, 1457, 1459, 1631]
photo-poster-release [1146, 1192, 1459, 1311]
movie-cast: ಶಿವರಾಜಕುಮಾರ್,ಗೌರಿ [358, 1834, 455, 1850]
paper-name: ಕೋಲಾರ ಪತ್ರಿಕೆ [180, 45, 258, 64]
radio-title: ಆಕಾಶವಾಣಿ [1308, 83, 1403, 112]
article-body [820, 667, 1251, 1015]
section-title: ಸಂಕ್ಷಿಪ್ತ ವಾರ್ತಾ ಚಿತ್ರಲಹರಿ [1184, 1154, 1421, 1187]
paragraph: ಕ್ರೀಡೆಗಳು ಅಥ್ಲೆಟಿಕ್ಸ್, ಹಾಕಿ, ಬ್ಯಾಸ್ಕೆಟ್‌ಬಾಲ್, ಫುಟ್‌ಬಾಲ್, ಕಬಡ್ಡಿ, ವಾಲಿಬಾಲ್ ೧೪ ವರ್ಷದೊಳಗಿನ ಬಾಲಕ ಬಾಲಕಿಯರಿಗೆ ರಾಜ್ಯದ ವಿವಿಧ ಜಿಲ್ಲೆಗಳಲ್ಲಿ ನಡೆಯುತ್ತಿರುವ ಕ್ರೀಡಾ ವಸತಿ ಶಾಲೆಗೆ ಆಯ್ಕೆ ನಡೆಯಲಿದೆ. [489, 837, 652, 962]
poem-lines [181, 276, 472, 345]
movie-cast: ಗಣೇಶ್, ಪ್ರಿಯಾಮಣಿ ವಿಜಯಲಕ್ಷ್ಮಿಸಿಂಗ್, ಶರಣ್ [351, 568, 462, 605]
event-title: ರಥಸಪ್ತಮಿಗಾಗಿ ಸೂರ್ಯ ನಮಸ್ಕಾರ [181, 424, 321, 471]
movie-cast: ವಿಷ್ಣುವರ್ಧನ್,ಸಾಮ್ರಾಟ್‌ಕುಲಕರ್ಣಿ ವಿನಯಪ್ರಸಾದ್, ಮಾನು [334, 1081, 479, 1117]
paragraph: ಪ್ರಸಕ್ತ ಸಾಲಿನಲ್ಲಿ ಕ್ರೀಡಾ ವಸತಿ ಶಾಲೆಗೆ ೫ನೇ ತರಗತಿ ಓದುತ್ತಿರುವ ೨೦೨೪-೨೫ನೇ ಸಾಲಿಗೆ ೬ನೇ ತರಗತಿಗೆ ಸೇರಲು ಅರ್ಹರಾದವರು. [489, 511, 652, 592]
article-body [972, 1873, 1135, 2134]
show-time: ಇಂದು ಬೆಳಿಗ್ಗೆ ೧೦ ಘಂಟೆಗೆ [351, 1548, 462, 1564]
movie-title: ಪ್ರೇಮಖೈದಿ [375, 804, 438, 825]
divider [339, 492, 474, 494]
photo-caption: ಶಿಡ್ಲಘಟ್ಟದಲ್ಲಿ ನಡೆದ ಎಲ್ಲಾ ಬ್ರಾಹ್ಮಣರ ಭಾರತೀಯ ವಿದ್ಯಾರ್ಥಿ ಪರಿಷತ್ ಅಂಗ ಘಟಕದಿಂದ ಹಮ್ಮಿಕೊಂಡಿದ್ದ ಭಿತ್ತಿಪತ್ರಗಳನ್ನು ಬಿಡುಗಡೆ ಮಾಡಲಾಯಿತು. ನಗರದ ವಿಜಯ ಪದವಿ ಪೂರ್ವ ಕಾಲೇಜಿನ ಪ್ರಾಂಶುಪಾಲರು ಚಿತ್ರದಲ್ಲಿ ಭಾಗವಹಿಸಿದರು. ವಿದ್ಯಾರ್ಥಿ ಸಂಘಟನೆ ಕಾರ್ಯದರ್ಶಿ ಶಿವಕುಮಾರ್, ಮುಖಂಡ ಮುನಿರತ್ನ, ಶ್ರೀನಿವಾಸ್, ಧನುಶ್ರೀ, ಹರೀಶ್ ಮತ್ತಿತರರಿದ್ದರು. [1146, 1316, 1459, 1416]
paragraph: ಗ್ರಾಹಕನ ಖಾತೆಯಿಂದ ೧ ಲಕ್ಷ ರೂ.ಗಳಿಗೂ ಹೆಚ್ಚು ಹಣ ಡ್ರಾ ಮಾಡಬೇಕಾದ ಬ್ಯಾಂಕಿನ ಸಿಬ್ಬಂದಿ, ಖಾತೆದಾರನ ಗಮನಕ್ಕೆ ತರಬೇಕು. ಆದರೆ ಹೀಗೆ ಆಗಿಲ್ಲವೆಂದರು. [820, 449, 1026, 530]
show-time: ಇಂದು ಮ. ೧ ಘಂಟೆಗೆ [358, 1634, 455, 1650]
dateline: ಕೋಲಾರ ಫೆ ೩: [732, 123, 802, 138]
movie-title: ನೀಲಾಂಬರಿ [375, 1482, 438, 1504]
movie-cast: ವಿಜಯರಾಘವೇಂದ್ರ, ರಾಧಿಕಾ [347, 1901, 466, 1916]
radio-date-row [1264, 118, 1447, 132]
movie-cast: ವಿಷ್ಣುವರ್ಧನ್,ಸೋನುವಾಲಿಯಾ ರಾಮಕುಮಾರ್,ಸುಧಾರಾಣಿ [340, 1594, 473, 1630]
article-vasavi-flag [500, 1479, 811, 2252]
good-word-title: ಇಂದಿನ ಒಳ್ಳೇ ಮಾತು [239, 86, 415, 117]
divider [339, 1923, 474, 1926]
paragraph: ಮಕ್ಕಳು ವಾಸಿಸುವ ಪ್ರದೇಶದಲ್ಲಿ ಉಂಟಾಗುವ ಬಾಲ್ಯವಿವಾಹ, ಬಾಲ ಕಾರ್ಮಿಕತೆ ಇಂತಹ ಕೃತ್ಯಗಳ ವಿರುದ್ಧ ಜಾಗೃತರಾಗಿ ನಿಮ್ಮ ಬದುಕನ್ನು ಕಟ್ಟಿಕೊಳ್ಳಬೇಕು. ರಾಜ್ಯಾದ್ಯಂತ ಮಕ್ಕಳ ವಿಶೇಷ ಗ್ರಾಮಸಭೆ ನಡೆಯುತ್ತಿದೆ ಎಂದು ವಿವರಿಸಿದರು. [1033, 356, 1248, 458]
movie-cast: ಶಶಿಕುಮಾರ್, ಗಾಯತ್ರಿ ವಿಷ್ಣುವರ್ಧನ್‌ಮನುಮಾದಾರ [347, 1980, 466, 2015]
paragraph: ಅವರ ಸಾಹಿತ್ಯ ಇಂದಿನ ಯುವ ಸಮುದಾಯಕ್ಕೆ ಜನ ಸಾಮಾನ್ಯರಿಗೆ ಅಗತ್ಯವಿದೆ. ಸಾಹಿತ್ಯದಿಂದ ಮಾತ್ರ ಸಮಾಜ ಬದಲಾವಣೆ ಸಾಧ್ಯವೆಂದು ಗೌರವ ತೋರಬೇಕು ಎಂದರು. [815, 1755, 965, 1858]
article-bendre-body-continued [972, 1470, 1135, 1817]
paragraph: ವಿಳಾಸ, ಉದ್ಯಮದ ಹೆಸರು, ದೂರವಾಣಿ, ವಿಶೇಷ ಸೇವೆಗಳ ವಿವರದೊಂದಿಗೆ ಸಂಪರ್ಕಿಸುವಂತೆ ಸಂಘದ ಪದಾಧಿಕಾರಿಗಳು ಕೋರಿದ್ದಾರೆ. [657, 638, 813, 741]
dateline: ಮುಳಬಾಗಿಲು ಫೆ ೩: [1148, 139, 1237, 155]
radio-schedule [1264, 136, 1447, 716]
radio-date: ೪-೨-೨೦೨೫ [1283, 117, 1337, 132]
article-chemical-robbery [1257, 900, 1455, 1150]
article-bendre-body [815, 1470, 965, 2252]
article-dcc-bank [657, 120, 813, 324]
movie-cast: ದೇವರಾಜ್, ರಮ್ಯಕೃಷ್ಣ ಸುಮನ್, ಚಾರುಲತಾ [338, 1507, 475, 1543]
poem-line: ದುರ್ಬಲರು ಪಡೆಯುತ್ತಿರಲು ಸಾಲ [198, 277, 331, 293]
poem-line: ಯಾವಾಗ ವಸೂಲಿಗೆ ಬರುವರೋ ದಿಗಿಲು [198, 329, 358, 344]
paragraph: ಶ್ರೀನಿವಾಸಪುರ ಫೆ ೩– ತಾಲ್ಲೂಕಿನ ಯಲ್ದೂರು ಗ್ರಾಮದಲ್ಲಿ ಸೋಮವಾರ ವಾಸವಿ ಜಯಂತಿ ಅಂಗವಾಗಿ ಪತಾಕೆ ಆರೋಹಣ ಕಾರ್ಯಕ್ರಮ ನಡೆಯಿತು. ಆರ್ಯ ವೈಶ್ಯ ಮಂಡಳಿಯ ಅಧ್ಯಕ್ಷ ಶ್ರೀನಿವಾಸ್ ಅವರು ವಾಸವಿ ದೇವಸ್ಥಾನದಲ್ಲಿ ಆರ್ಯ ವೈಶ್ಯ ಧ್ವಜ ಉದ್ಘಾಟಿಸಿ ಮಾತನಾಡಿದರು. [500, 1644, 811, 1747]
